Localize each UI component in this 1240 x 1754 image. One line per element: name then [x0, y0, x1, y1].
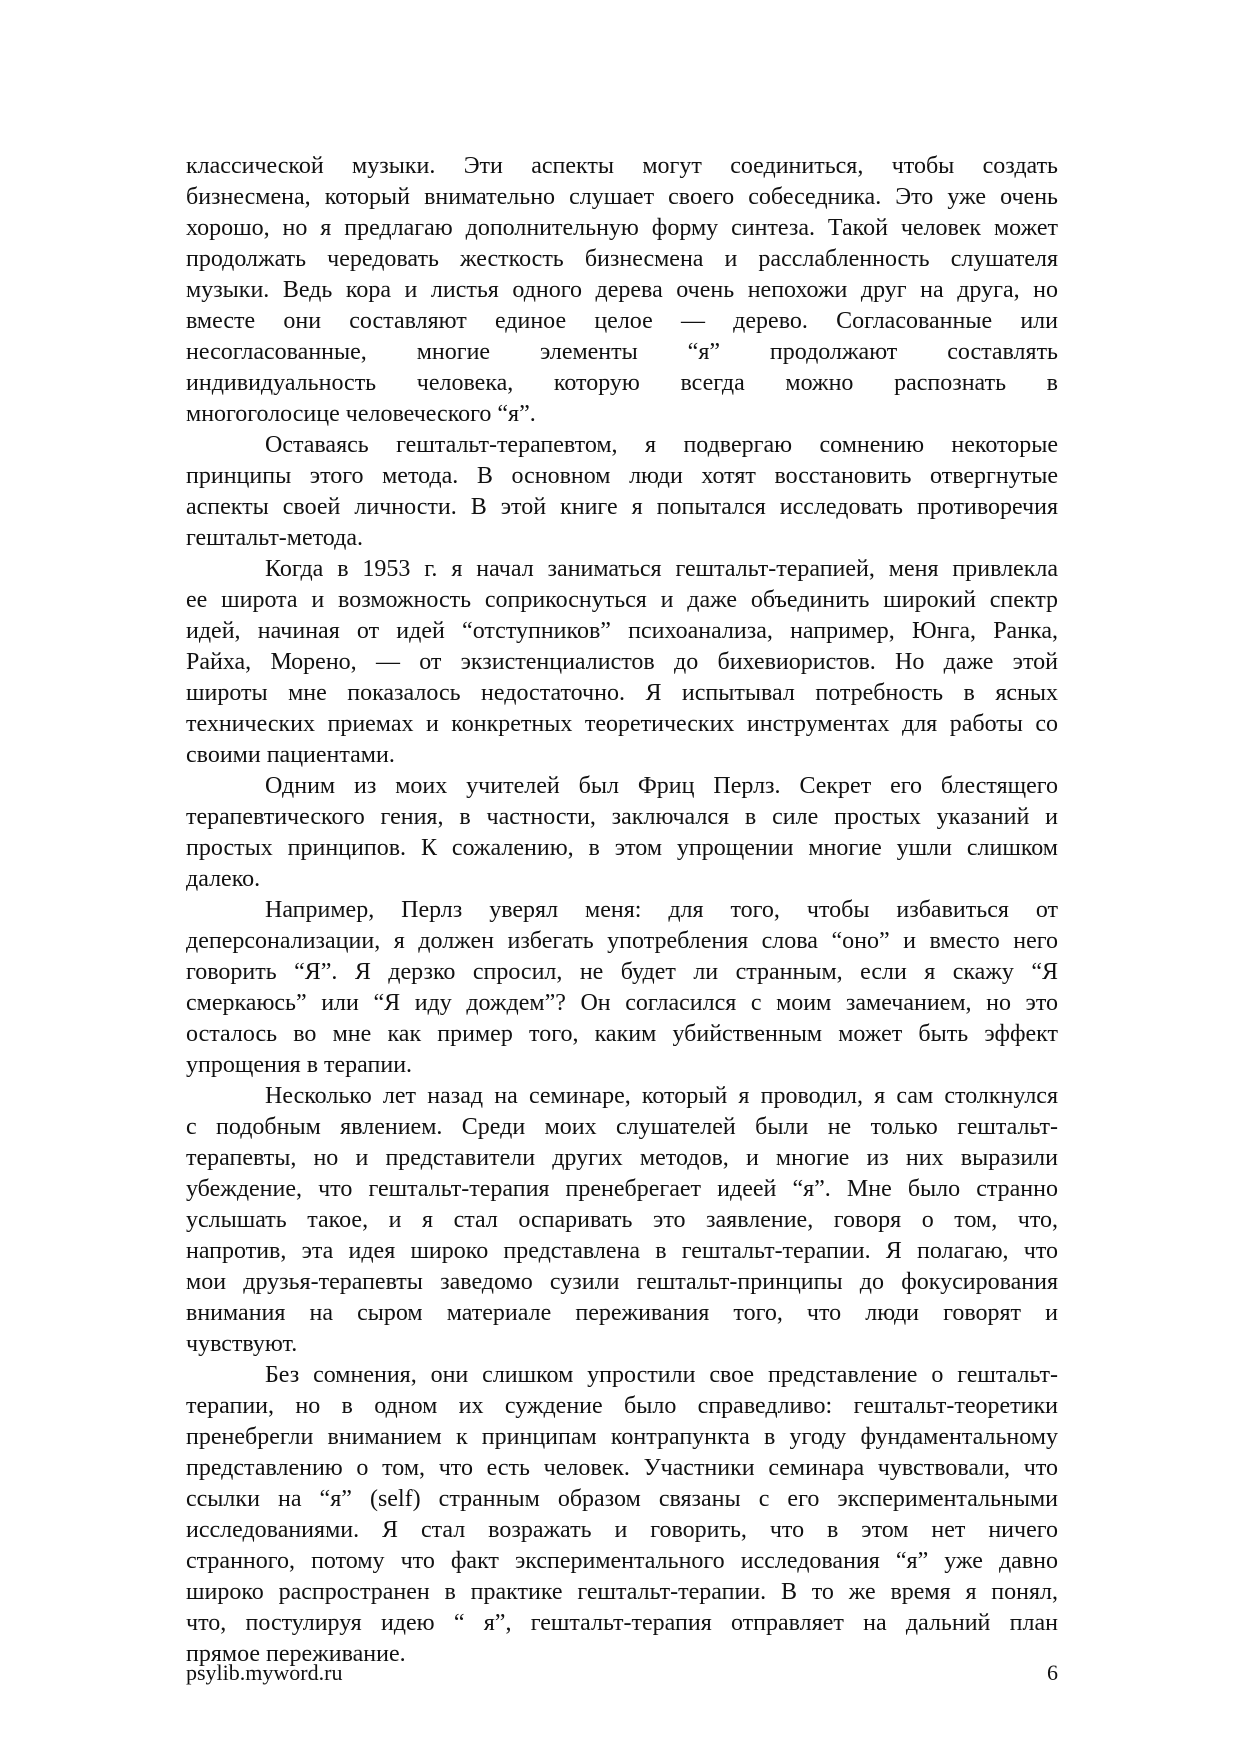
- text-line: продолжать чередовать жесткость бизнесмена и расслабленность слушателя: [186, 246, 1058, 272]
- paragraph: [186, 554, 1058, 771]
- text-line: терапевтического гения, в частности, заключался в силе простых указаний и: [186, 804, 1058, 830]
- text-line: смеркаюсь” или “Я иду дождем”? Он согласился с моим замечанием, но это: [186, 990, 1058, 1016]
- text-line: деперсонализации, я должен избегать употребления слова “оно” и вместо него: [186, 928, 1058, 954]
- text-line: индивидуальность человека, которую всегда можно распознать в: [186, 370, 1058, 396]
- paragraph: [186, 430, 1058, 554]
- page-number: 6: [1047, 1660, 1058, 1685]
- text-line: классической музыки. Эти аспекты могут соединиться, чтобы создать: [186, 153, 1058, 179]
- footer-site-url: psylib.myword.ru: [186, 1660, 343, 1685]
- text-line: с подобным явлением. Среди моих слушателей были не только гештальт-: [186, 1114, 1058, 1140]
- text-line: мои друзья-терапевты заведомо сузили гештальт-принципы до фокусирования: [186, 1269, 1058, 1295]
- text-line: своими пациентами.: [186, 742, 395, 768]
- text-line: Несколько лет назад на семинаре, который я проводил, я сам столкнулся: [265, 1083, 1058, 1109]
- text-line: напротив, эта идея широко представлена в гештальт-терапии. Я полагаю, что: [186, 1238, 1058, 1264]
- text-line: пренебрегли вниманием к принципам контрапункта в угоду фундаментальному: [186, 1424, 1058, 1450]
- paragraph: [186, 151, 1058, 430]
- text-line: убеждение, что гештальт-терапия пренебрегает идеей “я”. Мне было странно: [186, 1176, 1058, 1202]
- text-line: принципы этого метода. В основном люди хотят восстановить отвергнутые: [186, 463, 1058, 489]
- text-line: терапии, но в одном их суждение было справедливо: гештальт-теоретики: [186, 1393, 1058, 1419]
- text-line: бизнесмена, который внимательно слушает своего собеседника. Это уже очень: [186, 184, 1058, 210]
- paragraph: [186, 771, 1058, 895]
- text-line: осталось во мне как пример того, каким убийственным может быть эффект: [186, 1021, 1058, 1047]
- text-line: представлению о том, что есть человек. Участники семинара чувствовали, что: [186, 1455, 1058, 1481]
- text-line: Когда в 1953 г. я начал заниматься гештальт-терапией, меня привлекла: [265, 556, 1058, 582]
- text-line: внимания на сыром материале переживания того, что люди говорят и: [186, 1300, 1058, 1326]
- paragraph: [186, 1360, 1058, 1670]
- text-line: ее широта и возможность соприкоснуться и даже объединить широкий спектр: [186, 587, 1058, 613]
- text-line: вместе они составляют единое целое — дерево. Согласованные или: [186, 308, 1058, 334]
- text-line: несогласованные, многие элементы “я” продолжают составлять: [186, 339, 1058, 365]
- text-line: далеко.: [186, 866, 261, 892]
- text-line: Одним из моих учителей был Фриц Перлз. Секрет его блестящего: [265, 773, 1058, 799]
- text-line: музыки. Ведь кора и листья одного дерева очень непохожи друг на друга, но: [186, 277, 1058, 303]
- text-line: широты мне показалось недостаточно. Я испытывал потребность в ясных: [186, 680, 1058, 706]
- text-line: технических приемах и конкретных теоретических инструментах для работы со: [186, 711, 1058, 737]
- text-line: Оставаясь гештальт-терапевтом, я подвергаю сомнению некоторые: [265, 432, 1058, 458]
- text-line: исследованиями. Я стал возражать и говорить, что в этом нет ничего: [186, 1517, 1058, 1543]
- paragraph: [186, 895, 1058, 1081]
- text-line: простых принципов. К сожалению, в этом упрощении многие ушли слишком: [186, 835, 1058, 861]
- text-line: идей, начиная от идей “отступников” психоанализа, например, Юнга, Ранка,: [186, 618, 1058, 644]
- text-line: широко распространен в практике гештальт-терапии. В то же время я понял,: [186, 1579, 1058, 1605]
- text-line: терапевты, но и представители других методов, и многие из них выразили: [186, 1145, 1058, 1171]
- text-line: ссылки на “я” (self) странным образом связаны с его экспериментальными: [186, 1486, 1058, 1512]
- text-line: Без сомнения, они слишком упростили свое представление о гештальт-: [265, 1362, 1058, 1388]
- text-line: многоголосице человеческого “я”.: [186, 401, 536, 427]
- text-line: упрощения в терапии.: [186, 1052, 413, 1078]
- text-line: Райха, Морено, — от экзистенциалистов до бихевиористов. Но даже этой: [186, 649, 1058, 675]
- page-body: [186, 151, 1058, 1670]
- text-line: услышать такое, и я стал оспаривать это заявление, говоря о том, что,: [186, 1207, 1058, 1233]
- text-line: гештальт-метода.: [186, 525, 363, 551]
- text-line: хорошо, но я предлагаю дополнительную форму синтеза. Такой человек может: [186, 215, 1058, 241]
- paragraph: [186, 1081, 1058, 1360]
- text-line: чувствуют.: [186, 1331, 298, 1357]
- text-line: Например, Перлз уверял меня: для того, чтобы избавиться от: [265, 897, 1058, 923]
- text-line: прямое переживание.: [186, 1641, 406, 1667]
- text-line: странного, потому что факт экспериментального исследования “я” уже давно: [186, 1548, 1058, 1574]
- text-line: говорить “Я”. Я дерзко спросил, не будет ли странным, если я скажу “Я: [186, 959, 1058, 985]
- text-line: аспекты своей личности. В этой книге я попытался исследовать противоречия: [186, 494, 1058, 520]
- text-line: что, постулируя идею “ я”, гештальт-терапия отправляет на дальний план: [186, 1610, 1058, 1636]
